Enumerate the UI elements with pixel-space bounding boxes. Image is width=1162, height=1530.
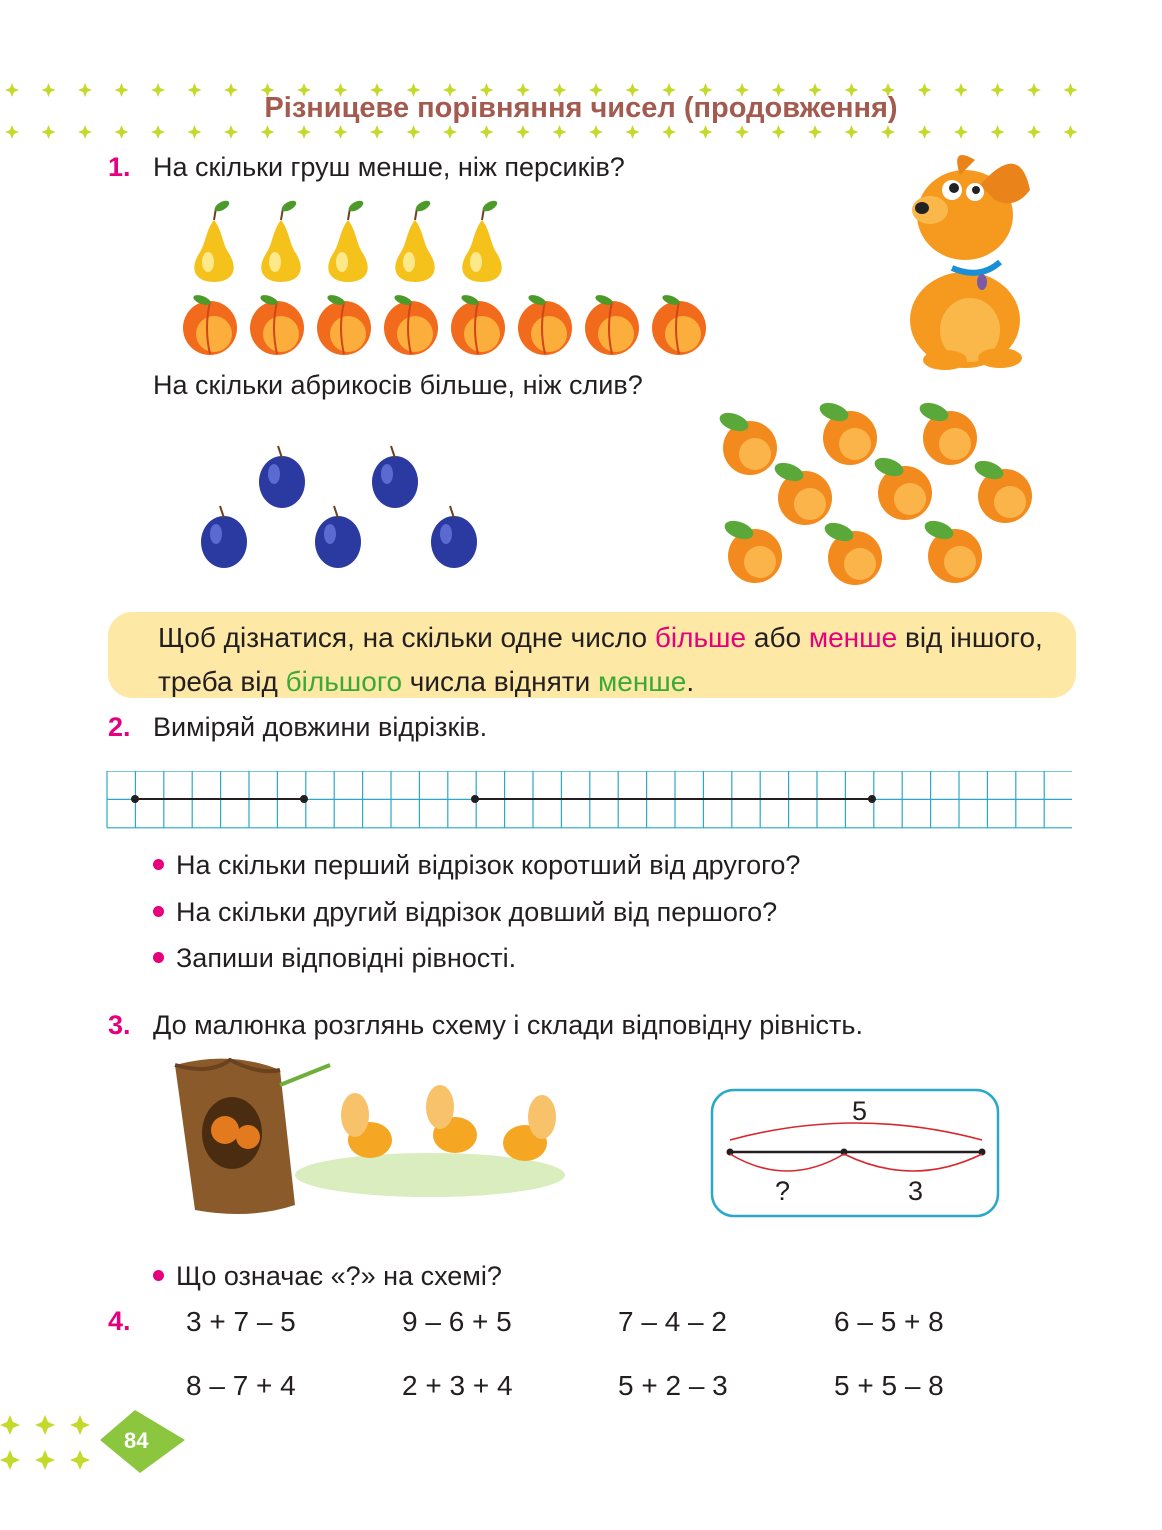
task1-question-apricots: На скільки абрикосів більше, ніж слив? (153, 370, 643, 400)
dog-illustration (890, 150, 1040, 375)
expression: 3 + 7 – 5 (186, 1306, 296, 1337)
expression: 8 – 7 + 4 (186, 1370, 296, 1401)
task2-bullet-1: На скільки перший відрізок коротший від другого? (153, 850, 800, 881)
expression: 6 – 5 + 8 (834, 1306, 944, 1337)
plum-icon (201, 506, 247, 568)
expression: 7 – 4 – 2 (618, 1306, 727, 1337)
rule-word-bigger: більшого (285, 666, 403, 697)
task3-number: 3. (108, 1010, 131, 1040)
pear-icon (395, 199, 434, 282)
bullet-icon (153, 906, 164, 917)
apricot-icon (772, 459, 832, 525)
peach-icon (250, 293, 304, 355)
fruit-rows (180, 190, 720, 365)
expression: 5 + 5 – 8 (834, 1370, 944, 1401)
plum-icon (315, 506, 361, 568)
pear-icon (261, 199, 300, 282)
apricot-icon (717, 409, 777, 475)
apricot-icon (817, 399, 877, 465)
peach-icon (585, 293, 639, 355)
squirrels-illustration (170, 1045, 590, 1225)
pear-icon (328, 199, 367, 282)
bullet-icon (153, 859, 164, 870)
peach-icon (384, 293, 438, 355)
task4-number: 4. (108, 1306, 131, 1336)
apricots-group (710, 398, 1045, 593)
task3-bullet: Що означає «?» на схемі? (153, 1261, 502, 1292)
scheme-total-label: 5 (852, 1096, 868, 1126)
rule-word-smaller: менше (598, 666, 687, 697)
plums-group (190, 430, 500, 575)
rule-text: Щоб дізнатися, на скільки одне число більше або менше від іншого, треба від більшого числа відняти менше. (158, 622, 1043, 697)
plum-icon (431, 506, 477, 568)
scheme-right-label: 3 (908, 1176, 924, 1206)
peach-icon (451, 293, 505, 355)
pear-icon (194, 199, 233, 282)
rule-word-more: більше (654, 622, 747, 653)
plum-icon (259, 446, 305, 508)
apricot-icon (822, 519, 882, 585)
pear-icon (462, 199, 501, 282)
peach-icon (183, 293, 237, 355)
bullet-icon (153, 952, 164, 963)
expression: 5 + 2 – 3 (618, 1370, 728, 1401)
expression: 2 + 3 + 4 (402, 1370, 513, 1401)
apricot-icon (972, 457, 1032, 523)
task1-question-pears: На скільки груш менше, ніж персиків? (153, 152, 625, 182)
page-title: Різницеве порівняння чисел (продовження) (264, 92, 898, 124)
expression: 9 – 6 + 5 (402, 1306, 512, 1337)
task2-bullet-3: Запиши відповідні рівності. (153, 943, 516, 974)
bullet-icon (153, 1270, 164, 1281)
scheme-unknown-label: ? (775, 1176, 791, 1206)
apricot-icon (922, 517, 982, 583)
task2-number: 2. (108, 712, 131, 742)
star-row-second (0, 122, 1162, 142)
task1-number: 1. (108, 152, 131, 182)
plum-icon (372, 446, 418, 508)
rule-word-less: менше (808, 622, 898, 653)
task2-question: Виміряй довжини відрізків. (153, 712, 488, 742)
task2-bullet-2: На скільки другий відрізок довший від першого? (153, 897, 777, 928)
peach-icon (518, 293, 572, 355)
page-number: 84 (124, 1428, 149, 1453)
task3-question: До малюнка розглянь схему і склади відповідну рівність. (153, 1010, 863, 1040)
apricot-icon (917, 399, 977, 465)
measuring-grid (106, 771, 1072, 831)
peach-icon (652, 293, 706, 355)
apricot-icon (722, 517, 782, 583)
footer-decoration (0, 1405, 200, 1480)
peach-icon (317, 293, 371, 355)
apricot-icon (872, 454, 932, 520)
